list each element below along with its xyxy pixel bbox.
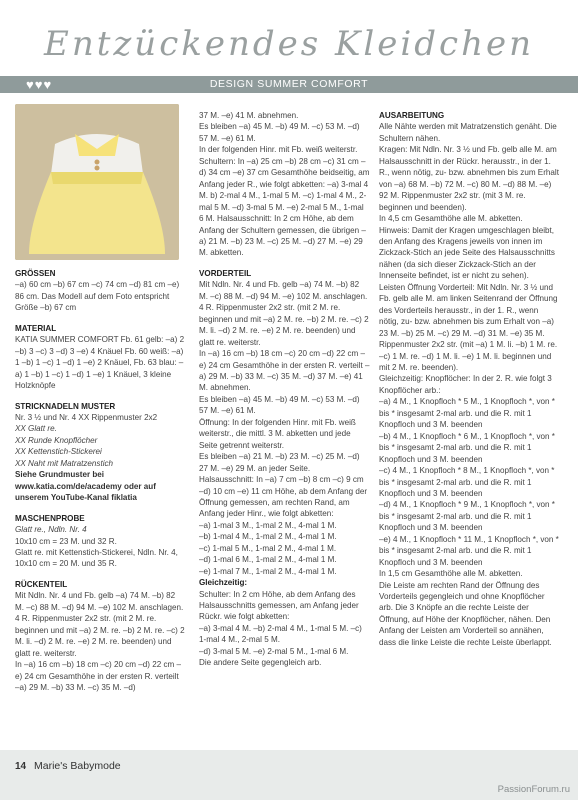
design-label: DESIGN SUMMER COMFORT	[209, 78, 369, 90]
text-c3-9: –c) 4 M., 1 Knopfloch * 8 M., 1 Knopfloch *, von * bis * insgesamt 2-mal arb. und die R. mit 1 Knopfloch und 3 M. beenden	[379, 466, 555, 498]
text-c3-5: Leisten Öffnung Vorderteil: Mit Ndln. Nr. 3 ½ und Fb. gelb alle M. am linken Seitenrand der Öffnung des Vorderteils herausstr., in der 1. R., wenn nötig, zu- bzw. abnehmen bis zum Erhalt von –a) 23 M. –b) 25 M. –c) 29 M. –d) 31 M. –e) 35 M. Rippenmuster 2x2 str. (mit –a) 1 M. li. –b) 1 M. re. –c) 1 M. re. –d) 1 M. li. –e) 1 M. li. beginnen und mit 2 M. re. beenden).	[379, 282, 558, 372]
text-c2-19: –d) 3-mal 5 M. –e) 2-mal 5 M., 1-mal 6 M.	[199, 646, 349, 656]
text-c2-5: Mit Ndln. Nr. 4 und Fb. gelb –a) 74 M. –b) 82 M. –c) 88 M. –d) 94 M. –e) 102 M. anschlagen. 4 R. Rippenmuster 2x2 str. (mit 2 M. re. beginnen und mit –a) 2 M. re. –b) 2 M. re. –c) 2 M. li. –d) 2 M. re. –e) 2 M. re. beenden) und glatt re. weiterstr.	[199, 280, 369, 347]
text-c2-9: Es bleiben –a) 21 M. –b) 23 M. –c) 25 M. –d) 27 M. –e) 29 M. an jeder Seite.	[199, 452, 360, 473]
page-title: Entzückendes Kleidchen	[44, 24, 534, 64]
text-nadeln: Nr. 3 ½ und Nr. 4 XX Rippenmuster 2x2	[15, 412, 158, 422]
text-c3-11: –e) 4 M., 1 Knopfloch * 11 M., 1 Knopfloch *, von * bis * insgesamt 2-mal arb. und die R. mit 1 Knopfloch und 3 M. beenden	[379, 534, 559, 567]
heading-material: MATERIAL	[15, 323, 57, 333]
page-number: 14	[15, 761, 27, 772]
text-maschenprobe-3: Glatt re. mit Kettenstich-Stickerei, Ndln. Nr. 4, 10x10 cm = 20 M. und 35 R.	[15, 547, 178, 569]
text-maschenprobe-2: 10x10 cm = 23 M. und 32 R.	[15, 536, 117, 546]
column-1	[15, 268, 185, 693]
text-c2-15: –e) 1-mal 7 M., 1-mal 2 M., 4-mal 1 M.	[199, 566, 337, 576]
text-c2-11: –a) 1-mal 3 M., 1-mal 2 M., 4-mal 1 M.	[199, 520, 337, 530]
text-c2-12: –b) 1-mal 4 M., 1-mal 2 M., 4-mal 1 M.	[199, 532, 337, 542]
magazine-name: Marie's Babymode	[34, 760, 121, 772]
text-c3-7: –a) 4 M., 1 Knopfloch * 5 M., 1 Knopfloch *, von * bis * insgesamt 2-mal arb. und die R. mit 1 Knopfloch und 3 M. beenden	[379, 397, 555, 430]
text-c3-13: Die Leiste am rechten Rand der Öffnung des Vorderteils gegengleich und ohne Knopflöcher arb. Die 3 Knöpfe an die rechte Leiste der Öffnung, auf Höhe der Knopflöcher, nähen. Den Anfang der Leisten am Vorderteil so annähen, dass die linke Leiste die rechte Leiste überlappt.	[379, 580, 552, 647]
dress-photo	[15, 104, 179, 260]
text-c2-8: Öffnung: In der folgenden Hinr. mit Fb. weiß weiterstr., die mittl. 3 M. abketten und jede Seite getrennt weiterstr.	[199, 417, 356, 450]
section-band	[0, 76, 578, 93]
text-c3-8: –b) 4 M., 1 Knopfloch * 6 M., 1 Knopfloch *, von * bis * insgesamt 2-mal arb. und die R. mit 1 Knopfloch und 3 M. beenden	[379, 431, 555, 464]
text-c2-1: 37 M. –e) 41 M. abnehmen.	[199, 111, 299, 120]
text-material: KATIA SUMMER COMFORT Fb. 61 gelb: –a) 2 –b) 3 –c) 3 –d) 3 –e) 4 Knäuel Fb. 60 weiß: –a) 1 –b) 1 –c) 1 –d) 1 –e) 2 Knäuel, Fb. 63 blau: –a) 1 –b) 1 –c) 1 –d) 1 –e) 1 Knäuel, 3 kleine Holzknöpfe	[15, 335, 185, 391]
text-c2-13: –c) 1-mal 5 M., 1-mal 2 M., 4-mal 1 M.	[199, 543, 337, 553]
text-c2-20: Die andere Seite gegengleich arb.	[199, 658, 322, 668]
heading-vorderteil: VORDERTEIL	[199, 268, 252, 278]
text-c3-6: Gleichzeitig: Knopflöcher: In der 2. R. wie folgt 3 Knopflöcher arb.:	[379, 374, 552, 395]
text-c2-7: Es bleiben –a) 45 M. –b) 49 M. –c) 53 M. –d) 57 M. –e) 61 M.	[199, 394, 360, 416]
text-c3-1: Alle Nähte werden mit Matratzenstich genäht. Die Schultern nähen.	[379, 122, 557, 143]
footer-band	[0, 750, 578, 800]
text-c2-3: In der folgenden Hinr. mit Fb. weiß weiterstr. Schultern: In –a) 25 cm –b) 28 cm –c) 31 cm –d) 34 cm –e) 37 cm Gesamthöhe beidseitig, am Anfang jeder R., wie folgt abketten: –a) 3-mal 4 M. b) 2-mal 4 M., 1-mal 5 M. –c) 1-mal 4 M., 2-mal 5 M. –d) 3-mal 5 M. –e) 2-mal 5 M., 1-mal 6 M. Halsausschnitt: In 2 cm Höhe, ab dem Anfang der Schultern gemessen, die übrigen –a) 21 M. –b) 23 M. –c) 25 M. –d) 27 M. –e) 29 M. abketten.	[199, 145, 370, 258]
text-c2-17: Schulter: In 2 cm Höhe, ab dem Anfang des Halsausschnitts gemessen, am Anfang jeder Rückr. wie folgt abketten:	[199, 589, 359, 622]
text-c3-3: In 4,5 cm Gesamthöhe alle M. abketten.	[379, 214, 523, 224]
muster-2: XX Runde Knopflöcher	[15, 435, 98, 445]
text-c2-16: Gleichzeitig:	[199, 578, 248, 588]
column-2	[199, 110, 370, 669]
text-c2-10: Halsausschnitt: In –a) 7 cm –b) 8 cm –c) 9 cm –d) 10 cm –e) 11 cm Höhe, ab dem Anfang der Öffnung gemessen, am rechten Rand, am Anfang jeder Hinr., wie folgt abketten:	[199, 475, 368, 519]
text-c2-2: Es bleiben –a) 45 M. –b) 49 M. –c) 53 M. –d) 57 M. –e) 61 M.	[199, 122, 360, 143]
column-3	[379, 110, 560, 648]
text-groessen: –a) 60 cm –b) 67 cm –c) 74 cm –d) 81 cm –e) 86 cm. Das Modell auf dem Foto entspricht Größe –b) 67 cm	[15, 280, 180, 313]
muster-4: XX Naht mit Matratzenstich	[15, 458, 114, 468]
text-c3-2: Kragen: Mit Ndln. Nr. 3 ½ und Fb. gelb alle M. am Halsausschnitt in der Rückr. herausstr., in der 1. R., wenn nötig, zu- bzw. abnehmen bis zum Erhalt von –a) 68 M. –b) 72 M. –c) 80 M. –d) 88 M. –e) 92 M. Rippenmuster 2x2 str. (mit 3 M. re. beginnen und beenden).	[379, 145, 559, 212]
text-c2-18: –a) 3-mal 4 M. –b) 2-mal 4 M., 1-mal 5 M. –c) 1-mal 4 M., 2-mal 5 M.	[199, 623, 362, 645]
muster-1: XX Glatt re.	[15, 424, 57, 434]
text-rueckenteil-2: In –a) 16 cm –b) 18 cm –c) 20 cm –d) 22 cm –e) 24 cm Gesamthöhe in der ersten R. verteilt –a) 29 M. –b) 33 M. –c) 35 M. –d)	[15, 660, 181, 692]
text-c2-6: In –a) 16 cm –b) 18 cm –c) 20 cm –d) 22 cm –e) 24 cm Gesamthöhe in der ersten R. verteilt –a) 29 M. –b) 33 M. –c) 35 M. –d) 37 M. –e) 41 M. abnehmen.	[199, 349, 370, 393]
muster-3: XX Kettenstich-Stickerei	[15, 447, 102, 457]
heading-maschenprobe: MASCHENPROBE	[15, 513, 85, 523]
dress-illustration	[15, 104, 179, 260]
text-c3-4: Hinweis: Damit der Kragen umgeschlagen bleibt, den Anfang des Kragens jeweils von innen im Zickzack-Stich an jede Seite des Halsausschnitts nähen (da sich dieser Zickzack-Stich an der Innenseite befindet, ist er nicht zu sehen).	[379, 225, 555, 281]
hearts-icon: ♥♥♥	[26, 77, 53, 92]
text-rueckenteil-1: Mit Ndln. Nr. 4 und Fb. gelb –a) 74 M. –b) 82 M. –c) 88 M. –d) 94 M. –e) 102 M. anschlagen. 4 R. Rippenmuster 2x2 str. (mit 2 M. re. beginnen und mit –a) 2 M. re. –b) 2 M. re. –c) 2 M. li. –d) 2 M. re. –e) 2 M. re. beenden) und glatt re. weiterstr.	[15, 591, 185, 658]
text-c3-10: –d) 4 M., 1 Knopfloch * 9 M., 1 Knopfloch *, von * bis * insgesamt 2-mal arb. und die R. mit 1 Knopfloch und 3 M. beenden	[379, 500, 555, 533]
text-maschenprobe-1: Glatt re., Ndln. Nr. 4	[15, 525, 87, 535]
heading-ausarbeitung: AUSARBEITUNG	[379, 111, 445, 120]
heading-groessen: GRÖSSEN	[15, 269, 56, 278]
heading-nadeln-muster: STRICKNADELN MUSTER	[15, 401, 116, 411]
text-c3-12: In 1,5 cm Gesamthöhe alle M. abketten.	[379, 569, 523, 579]
text-c2-14: –d) 1-mal 6 M., 1-mal 2 M., 4-mal 1 M.	[199, 555, 337, 565]
grundmuster-link: Siehe Grundmuster bei www.katia.com/de/academy oder auf unserem YouTube-Kanal fiklatia	[15, 470, 156, 503]
heading-rueckenteil: RÜCKENTEIL	[15, 579, 68, 589]
watermark: PassionForum.ru	[497, 784, 570, 795]
